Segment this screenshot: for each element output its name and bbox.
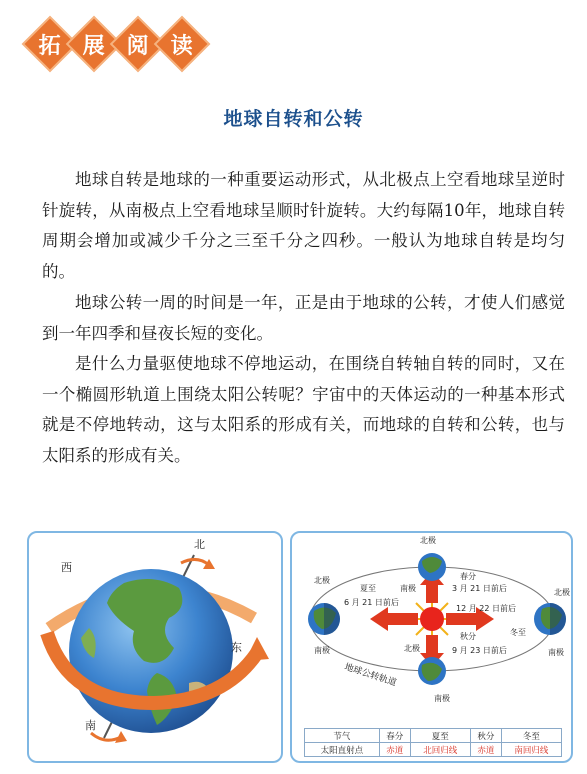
earth-icon-right	[534, 603, 566, 635]
banner-tile	[154, 16, 211, 73]
earth-icon-top	[418, 553, 446, 581]
article-title: 地球自转和公转	[223, 108, 364, 130]
earth-icon-bottom	[418, 657, 446, 685]
top-date-label: 3 月 21 日前后	[452, 584, 507, 593]
label-west: 西	[61, 561, 72, 574]
rotation-figure	[27, 531, 283, 763]
banner-char: 阅	[126, 32, 150, 59]
north-spin-arrow	[181, 559, 209, 565]
bottom-date-label: 9 月 23 日前后	[452, 646, 507, 655]
bottom-season-label: 秋分	[460, 632, 476, 641]
banner-char: 读	[170, 32, 194, 59]
south-spin-arrow-head	[115, 731, 127, 743]
earth-icon-left	[308, 603, 340, 635]
rotation-arrow-head	[245, 637, 269, 661]
paragraph-rotation: 地球自转是地球的一种重要运动形式，从北极点上空看地球呈逆时针旋转，从南极点上空看地球呈顺时针旋转。大约每隔10年，地球自转周期会增加或减少千分之三至千分之四秒。一般认为地球自转是均匀的。	[42, 170, 565, 281]
paragraph-question: 是什么力量驱使地球不停地运动，在围绕自转轴自转的同时，又在一个椭圆形轨道上围绕太阳公转呢？宇宙中的天体运动的一种基本形式就是不停地转动，这与太阳系的形成有关，而地球的自转和公转，也与太阳系的形成有关。	[42, 354, 565, 465]
table-cell: 春分	[379, 729, 410, 743]
table-cell: 南回归线	[501, 743, 561, 757]
table-cell: 夏至	[410, 729, 470, 743]
table-cell: 赤道	[470, 743, 501, 757]
orbit-label: 地球公转轨道	[343, 662, 398, 689]
right-season-label: 冬至	[510, 628, 526, 637]
bottom-south-label: 南极	[434, 694, 450, 703]
table-cell: 北回归线	[410, 743, 470, 757]
right-date-label: 12 月 22 日前后	[456, 604, 516, 613]
left-date-label: 6 月 21 日前后	[344, 598, 399, 607]
top-north-label: 北极	[420, 536, 436, 545]
table-cell: 节气	[305, 729, 380, 743]
paragraph-revolution: 地球公转一周的时间是一年，正是由于地球的公转，才使人们感觉到一年四季和昼夜长短的变化。	[42, 293, 565, 343]
top-season-label: 春分	[460, 572, 476, 581]
table-cell: 秋分	[470, 729, 501, 743]
solar-terms-table	[304, 728, 562, 757]
table-row	[305, 743, 562, 757]
left-south-label: 南极	[314, 646, 330, 655]
banner-char: 展	[82, 32, 106, 59]
table-cell: 赤道	[379, 743, 410, 757]
table-row	[305, 729, 562, 743]
right-south-label: 南极	[548, 648, 564, 657]
orbit-figure	[290, 531, 573, 763]
top-south-label: 南极	[400, 584, 416, 593]
right-north-label: 北极	[554, 588, 570, 597]
table-cell: 太阳直射点	[305, 743, 380, 757]
label-east: 东	[231, 641, 242, 654]
section-banner	[30, 20, 206, 70]
banner-char: 拓	[38, 32, 62, 59]
label-south: 南	[85, 719, 96, 732]
orbit-svg	[292, 533, 571, 728]
left-season-label: 夏至	[360, 584, 376, 593]
sunlight-arrow-left	[370, 607, 418, 631]
rotation-globe-svg	[29, 533, 281, 761]
table-cell: 冬至	[501, 729, 561, 743]
label-north: 北	[194, 538, 205, 551]
bottom-north-label: 北极	[404, 644, 420, 653]
left-north-label: 北极	[314, 576, 330, 585]
